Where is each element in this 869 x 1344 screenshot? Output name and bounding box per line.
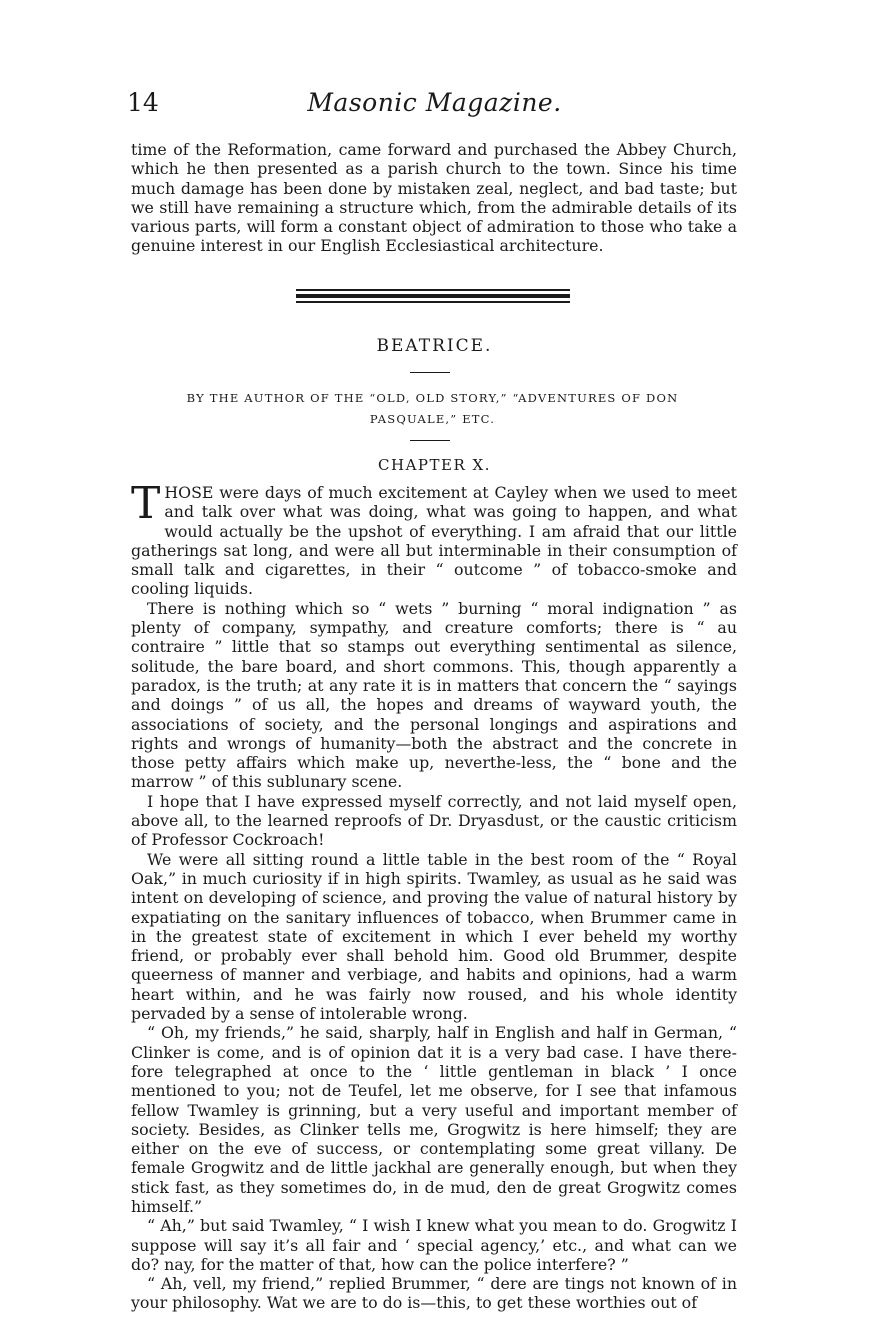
story-byline: BY THE AUTHOR OF THE “OLD, OLD STORY,” “ADVENTURES OF DON PASQUALE,” ETC.: [186, 391, 679, 426]
paragraph-2: There is nothing which so “ wets ” burning “ moral indignation ” as plenty of company, sympathy, and creature comforts; there is “ au contraire ” little that so stamps out everything sentimental as silence, solitude, the bare board, and short commons. This, though apparently a paradox, is the truth; at any rate it is in matters that concern the “ sayings and doings ” of us all, the hopes and dreams of wayward youth, the associations of society, and the personal longings and aspirations and rights and wrongs of humanity—both the abstract and the concrete in those petty affairs which make up, neverthe-less, the “ bone and the marrow ” of this sublunary scene.: [131, 598, 737, 792]
title-underline: [410, 372, 450, 373]
chapter-heading: CHAPTER X.: [378, 456, 491, 474]
paragraph-5: “ Oh, my friends,” he said, sharply, half in English and half in German, “ Clinker is come, and is of opinion dat it is a very bad case. I have there-fore telegraphed at once to the ‘ little gentleman in black ’ I once mentioned to you; not de Teufel, let me observe, for I see that infamous fellow Twamley is grinning, but a very useful and important member of society. Besides, as Clinker tells me, Grogwitz is here himself; they are either on the eve of success, or contemplating some great villany. De female Grogwitz and de little jackhal are generally enough, but when they stick fast, as they sometimes do, in de mud, den de great Grogwitz comes himself.”: [131, 1023, 737, 1216]
story-title: BEATRICE.: [376, 336, 493, 356]
paragraph-4: We were all sitting round a little table in the best room of the “ Royal Oak,” in much curiosity if in high spirits. Twamley, as usual as he said was intent on developing of science, and proving the value of natural history by expatiating on the sanitary influences of tobacco, when Brummer came in in the greatest state of excitement in which I ever beheld my worthy friend, or probably ever shall behold him. Good old Brummer, despite queerness of manner and verbiage, and habits and opinions, had a warm heart within, and he was fairly now roused, and his whole identity pervaded by a sense of intolerable wrong.: [131, 849, 737, 1024]
divider-rule-top: [296, 289, 570, 291]
continued-paragraph: time of the Reformation, came forward and purchased the Abbey Church, which he then presented as a parish church to the town. Since his time much damage has been done by mistaken zeal, neglect, and bad taste; but we still have remaining a structure which, from the admirable details of its various parts, will form a constant object of admiration to those who take a genuine interest in our English Ecclesiastical architecture.: [131, 140, 737, 256]
running-title: Masonic Magazine.: [307, 88, 562, 117]
drop-cap: T: [131, 478, 161, 529]
byline-underline: [410, 440, 450, 441]
chapter-body: [131, 478, 737, 1313]
page-number: 14: [127, 88, 159, 117]
divider-rule-bottom: [296, 301, 570, 303]
paragraph-3: I hope that I have expressed myself correctly, and not laid myself open, above all, to the learned reproofs of Dr. Dryasdust, or the caustic criticism of Professor Cockroach!: [131, 791, 737, 850]
section-divider: [296, 289, 570, 303]
continued-article: [131, 140, 737, 256]
paragraph-6: “ Ah,” but said Twamley, “ I wish I knew what you mean to do. Grogwitz I suppose will say it’s all fair and ‘ special agency,’ etc., and what can we do? nay, for the matter of that, how can the police interfere? ”: [131, 1216, 737, 1274]
paragraph-1-text: HOSE were days of much excitement at Cayley when we used to meet and talk over what was doing, what was going to happen, and what would actually be the upshot of everything. I am afraid that our little gatherings sat long, and were all but interminable in their consumption of small talk and cigarettes, in their “ outcome ” of tobacco-smoke and cooling liquids.: [131, 483, 737, 599]
paragraph-7: “ Ah, vell, my friend,” replied Brummer, “ dere are tings not known of in your philosophy. Wat we are to do is—this, to get these worthies out of: [131, 1274, 737, 1313]
paragraph-1: [131, 478, 737, 599]
running-head: [0, 84, 869, 124]
divider-rule-middle: [296, 294, 570, 298]
